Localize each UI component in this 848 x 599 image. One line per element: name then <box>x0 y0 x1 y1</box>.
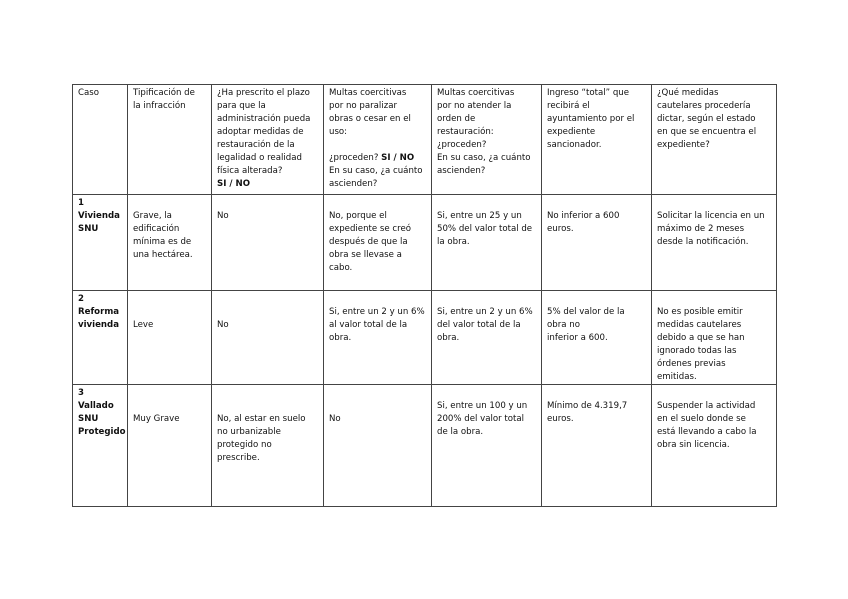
table-row <box>73 291 777 385</box>
header-cell-tipificacion: Tipificación de la infracción <box>128 85 212 195</box>
case-cell: 3 Vallado SNU Protegido <box>73 385 128 507</box>
multas-orden-cell: Si, entre un 100 y un 200% del valor total de la obra. <box>432 385 542 507</box>
header-cell-prescrito: ¿Ha prescrito el plazo para que la administración pueda adoptar medidas de restauración de la legalidad o realidad física alterada? SI / NO <box>212 85 324 195</box>
medidas-cell: Solicitar la licencia en un máximo de 2 meses desde la notificación. <box>652 195 777 291</box>
table-header-row <box>73 85 777 195</box>
prescrito-cell: No <box>212 195 324 291</box>
tipificacion-cell: Grave, la edificación mínima es de una hectárea. <box>128 195 212 291</box>
cases-table <box>72 84 777 507</box>
header-cell-medidas: ¿Qué medidas cautelares procedería dictar, según el estado en que se encuentra el expediente? <box>652 85 777 195</box>
ingreso-cell: 5% del valor de la obra no inferior a 600. <box>542 291 652 385</box>
tipificacion-cell: Muy Grave <box>128 385 212 507</box>
case-cell: 2 Reforma vivienda <box>73 291 128 385</box>
header-cell-multas-paralizar: Multas coercitivas por no paralizar obras o cesar en el uso: ¿proceden? SI / NO En su caso, ¿a cuánto ascienden? <box>324 85 432 195</box>
multas-orden-cell: Si, entre un 2 y un 6% del valor total de la obra. <box>432 291 542 385</box>
medidas-cell: No es posible emitir medidas cautelares debido a que se han ignorado todas las órdenes previas emitidas. <box>652 291 777 385</box>
multas-paralizar-cell: No, porque el expediente se creó después de que la obra se llevase a cabo. <box>324 195 432 291</box>
header-cell-ingreso: Ingreso “total” que recibirá el ayuntamiento por el expediente sancionador. <box>542 85 652 195</box>
prescrito-cell: No, al estar en suelo no urbanizable protegido no prescribe. <box>212 385 324 507</box>
tipificacion-cell: Leve <box>128 291 212 385</box>
multas-orden-cell: Si, entre un 25 y un 50% del valor total de la obra. <box>432 195 542 291</box>
ingreso-cell: Mínimo de 4.319,7 euros. <box>542 385 652 507</box>
multas-paralizar-cell: Si, entre un 2 y un 6% al valor total de la obra. <box>324 291 432 385</box>
prescrito-cell: No <box>212 291 324 385</box>
table-row <box>73 385 777 507</box>
table-row <box>73 195 777 291</box>
header-cell-caso: Caso <box>73 85 128 195</box>
case-cell: 1 Vivienda SNU <box>73 195 128 291</box>
header-cell-multas-orden: Multas coercitivas por no atender la orden de restauración: ¿proceden? En su caso, ¿a cuánto ascienden? <box>432 85 542 195</box>
multas-paralizar-cell: No <box>324 385 432 507</box>
ingreso-cell: No inferior a 600 euros. <box>542 195 652 291</box>
medidas-cell: Suspender la actividad en el suelo donde se está llevando a cabo la obra sin licencia. <box>652 385 777 507</box>
